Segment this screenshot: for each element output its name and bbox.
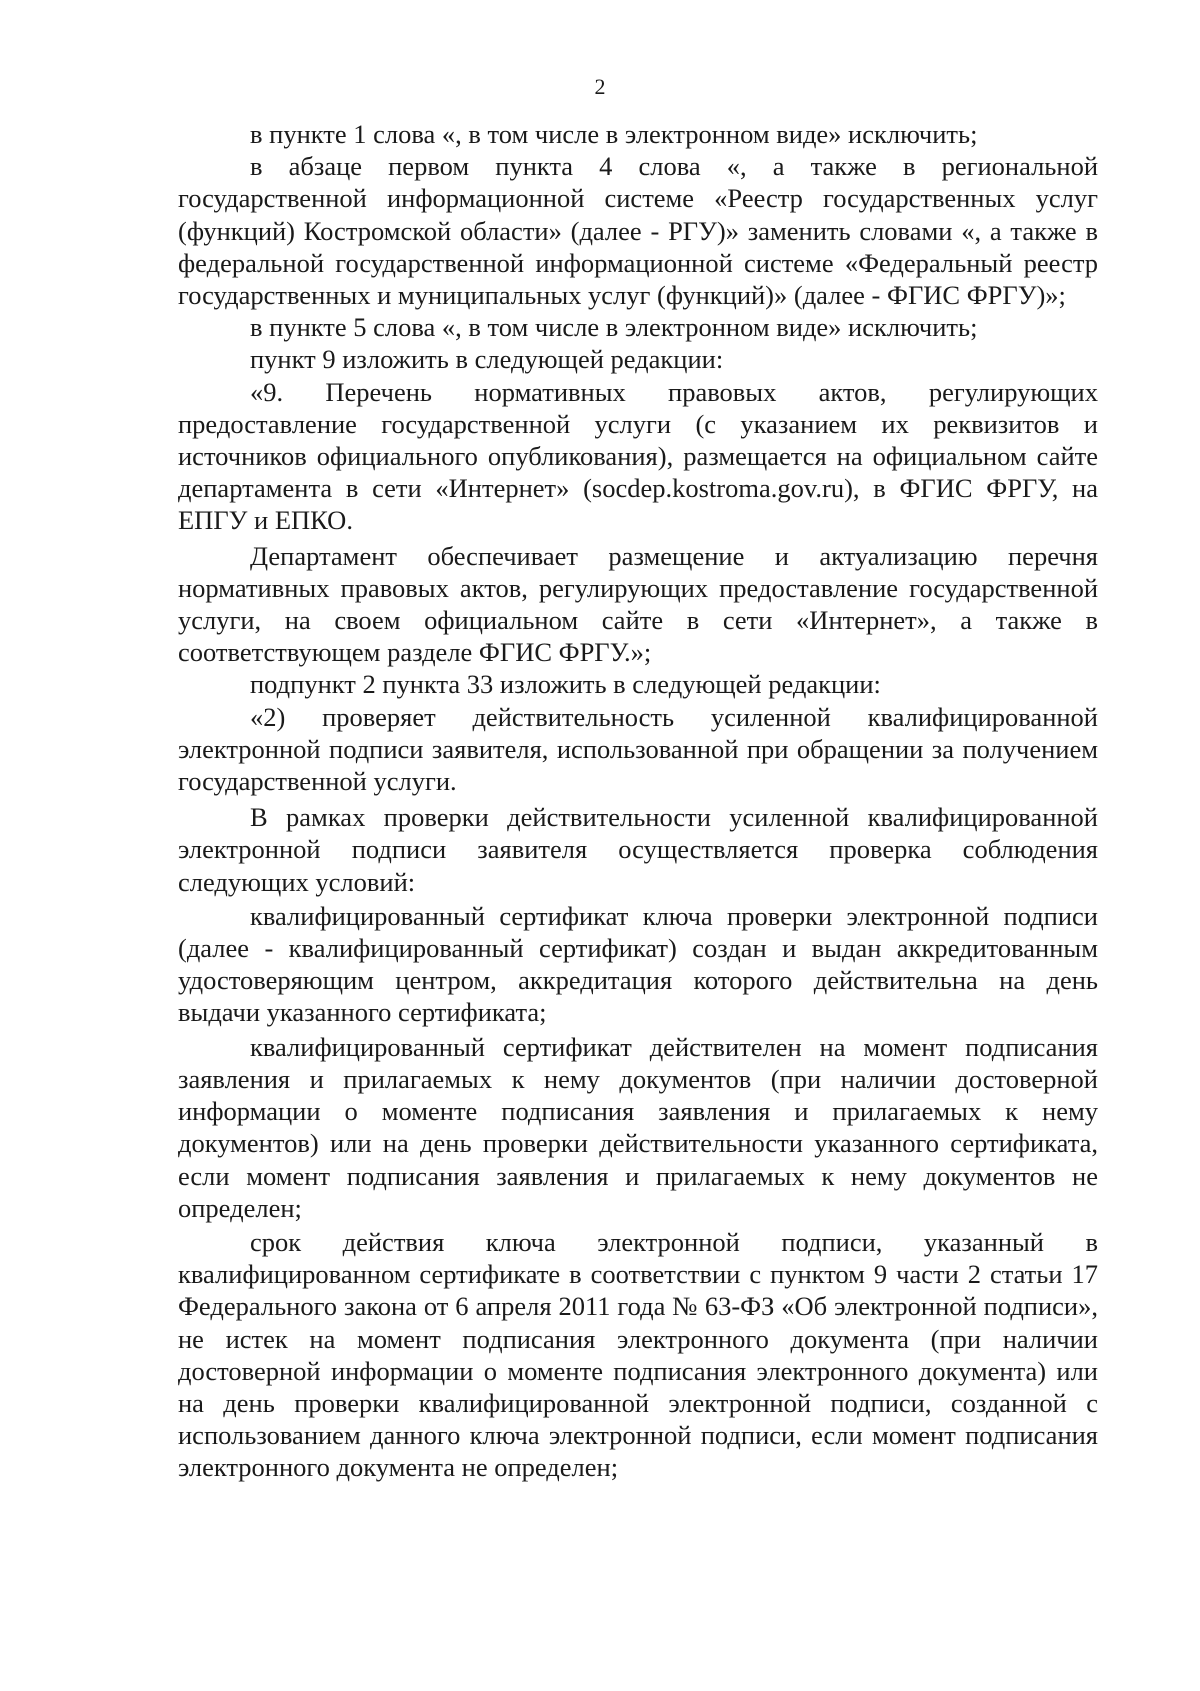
paragraph-2: в абзаце первом пункта 4 слова «, а также в региональной государственной информационной системе «Реестр государственных услуг (функций) Костромской области» (далее - РГУ)» заменить словами «, а также в федеральной государственной информационной системе «Федеральный реестр государственных и муниципальных услуг (функций)» (далее - ФГИС ФРГУ)»; bbox=[178, 151, 1098, 311]
paragraph-10: квалифицированный сертификат ключа проверки электронной подписи (далее - квалифицированный сертификат) создан и выдан аккредитованным удостоверяющим центром, аккредитация которого действительна на день выдачи указанного сертификата; bbox=[178, 900, 1098, 1028]
paragraph-6: Департамент обеспечивает размещение и актуализацию перечня нормативных правовых актов, регулирующих предоставление государственной услуги, на своем официальном сайте в сети «Интернет», а также в соответствующем разделе ФГИС ФРГУ.»; bbox=[178, 540, 1098, 668]
paragraph-9: В рамках проверки действительности усиленной квалифицированной электронной подписи заявителя осуществляется проверка соблюдения следующих условий: bbox=[178, 802, 1098, 897]
paragraph-4: пункт 9 изложить в следующей редакции: bbox=[250, 344, 724, 375]
paragraph-7: подпункт 2 пункта 33 изложить в следующей редакции: bbox=[250, 669, 881, 700]
paragraph-12: срок действия ключа электронной подписи, указанный в квалифицированном сертификате в соответствии с пунктом 9 части 2 статьи 17 Федерального закона от 6 апреля 2011 года № 63-ФЗ «Об электронной подписи», не истек на момент подписания электронного документа (при наличии достоверной информации о моменте подписания электронного документа) или на день проверки квалифицированной электронной подписи, созданной с использованием данного ключа электронной подписи, если момент подписания электронного документа не определен; bbox=[178, 1226, 1098, 1483]
paragraph-1: в пункте 1 слова «, в том числе в электронном виде» исключить; bbox=[250, 119, 978, 149]
paragraph-3: в пункте 5 слова «, в том числе в электронном виде» исключить; bbox=[250, 312, 978, 343]
paragraph-8: «2) проверяет действительность усиленной квалифицированной электронной подписи заявителя, использованной при обращении за получением государственной услуги. bbox=[178, 701, 1098, 797]
paragraph-5: «9. Перечень нормативных правовых актов, регулирующих предоставление государственной услуги (с указанием их реквизитов и источников официального опубликования), размещается на официальном сайте департамента в сети «Интернет» (socdep.kostroma.gov.ru), в ФГИС ФРГУ, на ЕПГУ и ЕПКО. bbox=[178, 376, 1098, 536]
document-body bbox=[178, 118, 1098, 1484]
paragraph-11: квалифицированный сертификат действителен на момент подписания заявления и прилагаемых к нему документов (при наличии достоверной информации о моменте подписания заявления и прилагаемых к нему документов) или на день проверки действительности указанного сертификата, если момент подписания заявления и прилагаемых к нему документов не определен; bbox=[178, 1031, 1098, 1223]
page-number: 2 bbox=[594, 74, 606, 99]
